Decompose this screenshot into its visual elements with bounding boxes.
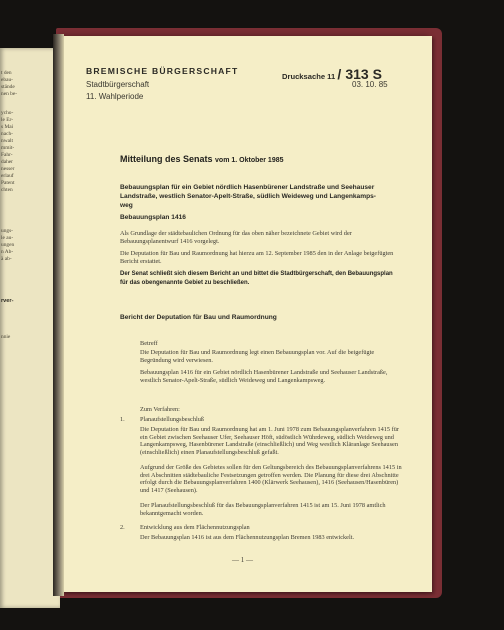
left-page-fragment: daher — [1, 159, 13, 165]
left-page-fragment: nnie — [1, 334, 11, 340]
left-page-fragment: le Er- — [1, 117, 14, 123]
intro-paragraph-3-text: Der Senat schließt sich diesem Bericht an und bittet die Stadtbürgerschaft, den Bebauungsplan für das obengenannte Gebiet zu beschließen. — [120, 271, 393, 286]
drucksache-slash: / — [337, 66, 342, 82]
subject-line-1: Bebauungsplan für ein Gebiet nördlich Hasenbürener Landstraße und Seehauser — [120, 184, 375, 191]
binder-spine — [53, 34, 64, 596]
item-1-title: Planaufstellungsbeschluß — [140, 416, 205, 423]
item-2-title: Entwicklung aus dem Flächennutzungsplan — [140, 524, 250, 531]
left-page-fragment: chten — [1, 187, 13, 193]
left-page-fragment: ungen — [1, 242, 15, 248]
left-page-fragment: s Mai — [1, 124, 14, 130]
election-period: 11. Wahlperiode — [86, 92, 144, 101]
item-1-number: 1. — [120, 416, 125, 423]
subject-line-3: weg — [120, 202, 133, 209]
left-page-fragment: le au- — [1, 235, 14, 241]
drucksache-id: 313 S — [345, 66, 382, 82]
verfahren-label: Zum Verfahren: — [140, 406, 180, 413]
betreff-label: Betreff — [140, 340, 158, 347]
betreff-text: Die Deputation für Bau und Raumordnung legt einen Bebauungsplan vor. Auf die beigefügte Begründung wird verwiesen. — [140, 349, 375, 364]
left-page-fragment: erlauf — [1, 173, 14, 179]
document-title — [120, 154, 284, 164]
left-page-fragment: rver- — [1, 298, 14, 304]
title-date: vom 1. Oktober 1985 — [215, 157, 284, 164]
subject-line-2: Landstraße, westlich Senator-Apelt-Straße, südlich Weideweg und Langenkamps- — [120, 193, 376, 200]
title-main: Mitteilung des Senats — [120, 154, 213, 164]
left-page-fragment: Patent — [1, 180, 15, 186]
item-1-paragraph-3: Der Planaufstellungsbeschluß für das Bebauungsplanverfahren 1415 ist am 15. Juni 1978 amtlich bekanntgemacht worden. — [140, 502, 386, 517]
chamber-name: Stadtbürgerschaft — [86, 80, 150, 89]
left-page-fragment: ycho- — [1, 110, 14, 116]
report-heading: Bericht der Deputation für Bau und Raumordnung — [120, 314, 277, 321]
left-page-fragment: nwalt — [1, 138, 13, 144]
left-page-fragment: ä ab- — [1, 256, 12, 262]
document-date: 03. 10. 85 — [352, 80, 388, 89]
drucksache-label: Drucksache 11 — [282, 72, 336, 81]
left-page-fragment: stände — [1, 84, 15, 90]
left-page-edge — [0, 48, 60, 608]
item-1-paragraph-1: Die Deputation für Bau und Raumordnung hat am 1. Juni 1978 zum Bebauungsplanverfahren 1415 für ein Gebiet zwischen Seehauser Ufer, Seehauser Höft, südöstlich Wührdeweg, südlich Weideweg und Langenkampsweg, Hasenbürener Landstraße (einschließlich) und Weg westlich Kläranlage Seehausen (einschließlich) einen Planaufstellungsbeschluß gefaßt. — [140, 426, 399, 456]
left-page-fragment: mmit- — [1, 145, 15, 151]
left-page-fragment: nach- — [1, 131, 13, 137]
item-2-paragraph-1: Der Bebauungsplan 1416 ist aus dem Flächennutzungsplan Bremen 1983 entwickelt. — [140, 534, 355, 541]
intro-paragraph-3 — [120, 270, 402, 287]
left-page-fragment: ungs- — [1, 228, 13, 234]
page-number: — 1 — — [232, 556, 253, 564]
left-page-fragment: nesser — [1, 166, 15, 172]
item-1-paragraph-2: Aufgrund der Größe des Gebietes sollen für den Geltungsbereich des Bebauungsplanverfahrens 1415 in drei Abschnitten städtebauliche Festsetzungen getroffen werden. Die Planung für diese drei Abschnitte erfolgt durch die Bebauungsplanverfahren 1400 (Klärwerk Seehausen), 1416 (Seehausen/Hasenbüren) und 1417 (Seehausen). — [140, 464, 402, 494]
left-page-fragment: t den — [1, 70, 12, 76]
item-2-number: 2. — [120, 524, 125, 531]
left-page-fragment: Fahr- — [1, 152, 13, 158]
left-page-fragment: ebau- — [1, 77, 13, 83]
plan-description: Bebauungsplan 1416 für ein Gebiet nördlich Hasenbürener Landstraße und Seehauser Landstraße, westlich Senator-Apelt-Straße, südlich Weideweg und Langenkampsweg. — [140, 369, 388, 384]
left-page-fragment: nen be- — [1, 91, 18, 97]
document-page — [62, 36, 432, 592]
left-page-fragment: n Ab- — [1, 249, 14, 255]
organization-name: BREMISCHE BÜRGERSCHAFT — [86, 66, 239, 76]
subject-plan: Bebauungsplan 1416 — [120, 214, 186, 221]
intro-paragraph-1: Als Grundlage der städtebaulichen Ordnung für das oben näher bezeichnete Gebiet wird der Bebauungsplanentwurf 1416 vorgelegt. — [120, 230, 352, 245]
intro-paragraph-2: Die Deputation für Bau und Raumordnung hat hierzu am 12. September 1985 den in der Anlage beigefügten Bericht erstattet. — [120, 250, 394, 265]
